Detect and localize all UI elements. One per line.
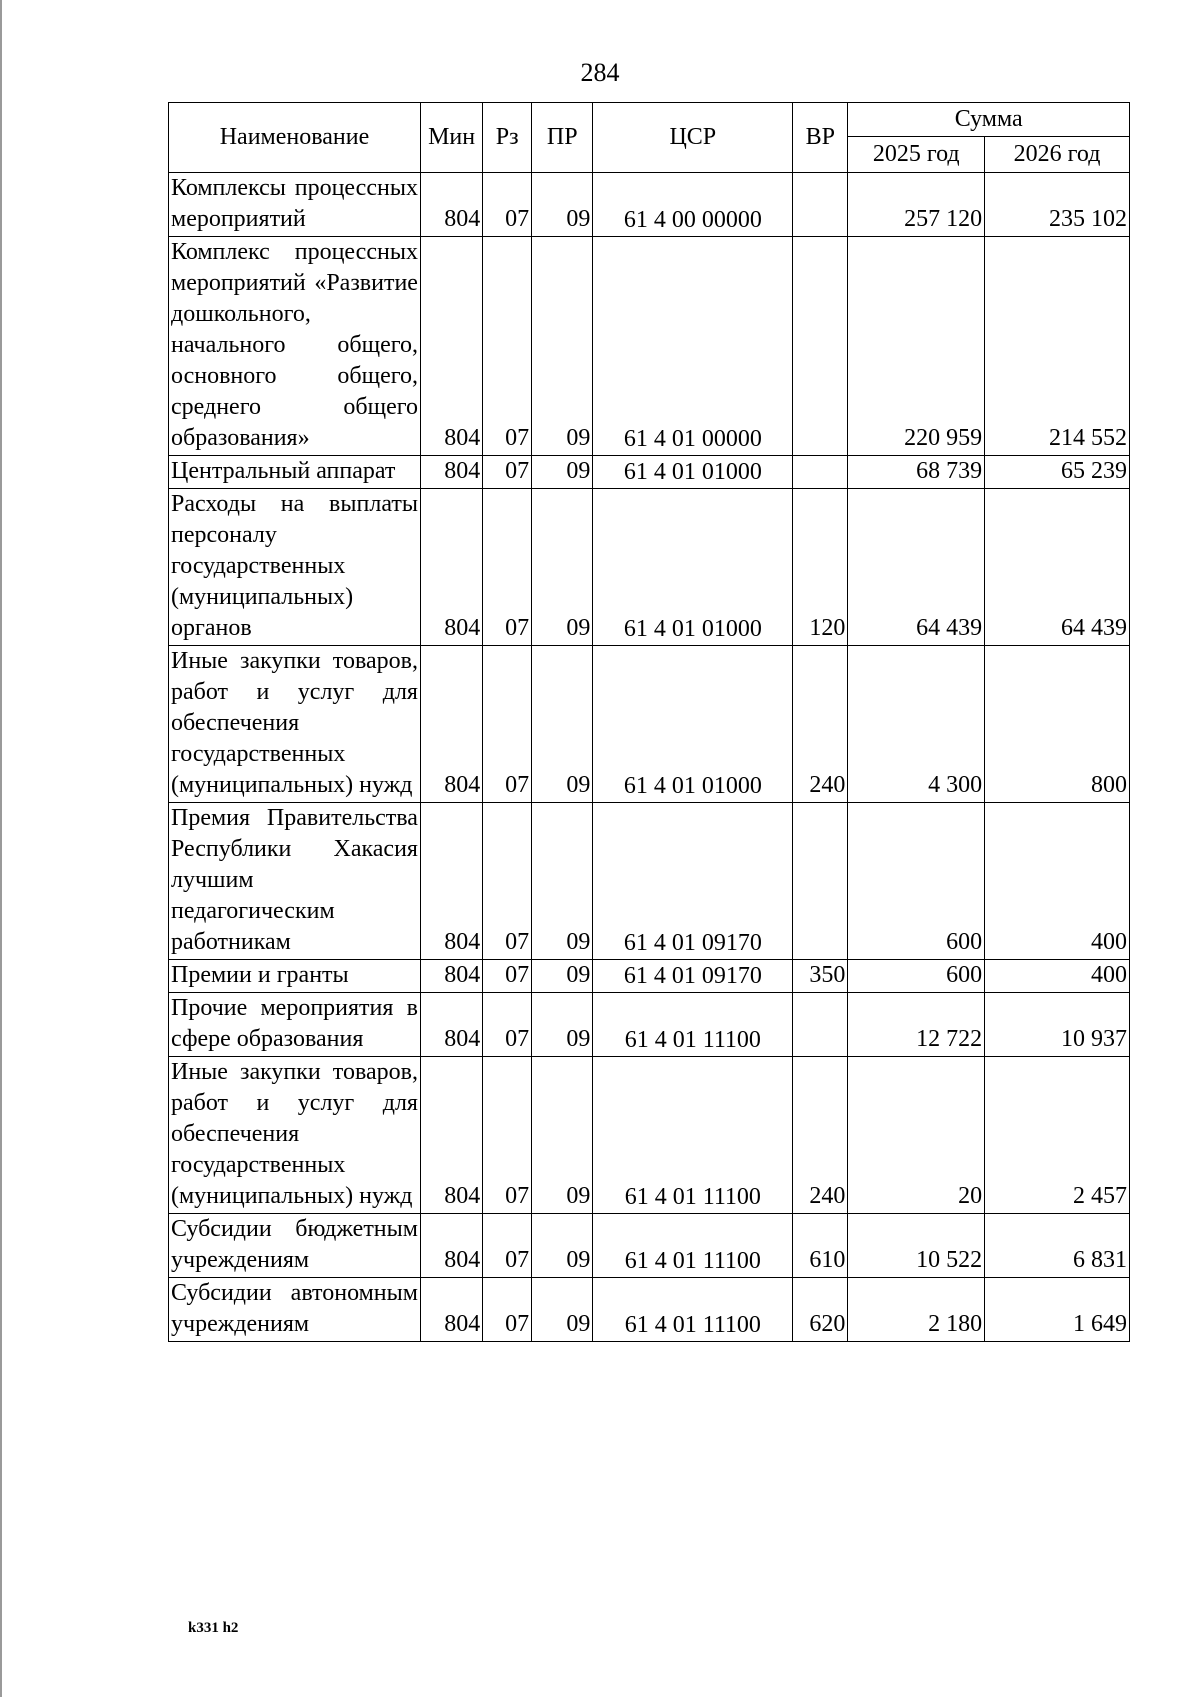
- table-row: [169, 1278, 1130, 1342]
- row-vr: 240: [793, 646, 848, 803]
- row-name: Расходы на выплаты персоналу государственных (муниципальных) органов: [169, 489, 421, 646]
- row-pr: 09: [532, 803, 593, 960]
- row-rz: 07: [483, 1057, 532, 1214]
- row-csr: 61 4 01 09170: [593, 803, 793, 960]
- row-sum-2026: 235 102: [985, 173, 1130, 237]
- row-min: 804: [420, 1278, 482, 1342]
- header-year-2026: 2026 год: [985, 137, 1130, 173]
- row-rz: 07: [483, 456, 532, 489]
- row-min: 804: [420, 456, 482, 489]
- row-sum-2025: 220 959: [848, 237, 985, 456]
- scan-edge: [0, 0, 2, 1697]
- page-number: 284: [580, 58, 620, 87]
- row-pr: 09: [532, 960, 593, 993]
- row-rz: 07: [483, 489, 532, 646]
- table-body: [169, 173, 1130, 1342]
- row-sum-2025: 2 180: [848, 1278, 985, 1342]
- header-year-2025: 2025 год: [848, 137, 985, 173]
- row-name: Иные закупки товаров, работ и услуг для обеспечения государственных (муниципальных) нужд: [169, 646, 421, 803]
- row-vr: [793, 803, 848, 960]
- row-csr: 61 4 01 11100: [593, 1057, 793, 1214]
- row-pr: 09: [532, 489, 593, 646]
- header-rz: Рз: [483, 103, 532, 173]
- header-pr: ПР: [532, 103, 593, 173]
- row-csr: 61 4 01 01000: [593, 646, 793, 803]
- row-min: 804: [420, 1057, 482, 1214]
- row-rz: 07: [483, 173, 532, 237]
- row-rz: 07: [483, 237, 532, 456]
- row-vr: [793, 993, 848, 1057]
- table-row: [169, 489, 1130, 646]
- row-vr: 620: [793, 1278, 848, 1342]
- row-vr: [793, 456, 848, 489]
- row-sum-2026: 800: [985, 646, 1130, 803]
- header-name: Наименование: [169, 103, 421, 173]
- row-pr: 09: [532, 1214, 593, 1278]
- row-pr: 09: [532, 237, 593, 456]
- row-name: Иные закупки товаров, работ и услуг для обеспечения государственных (муниципальных) нужд: [169, 1057, 421, 1214]
- row-csr: 61 4 01 01000: [593, 456, 793, 489]
- row-rz: 07: [483, 646, 532, 803]
- row-name: Комплекс процессных мероприятий «Развитие дошкольного, начального общего, основного общего, среднего общего образования»: [169, 237, 421, 456]
- row-pr: 09: [532, 173, 593, 237]
- row-min: 804: [420, 960, 482, 993]
- row-sum-2026: 400: [985, 960, 1130, 993]
- row-sum-2025: 600: [848, 960, 985, 993]
- table-row: [169, 960, 1130, 993]
- row-csr: 61 4 00 00000: [593, 173, 793, 237]
- row-sum-2025: 12 722: [848, 993, 985, 1057]
- row-min: 804: [420, 993, 482, 1057]
- row-rz: 07: [483, 993, 532, 1057]
- table-row: [169, 646, 1130, 803]
- row-name: Центральный аппарат: [169, 456, 421, 489]
- row-sum-2025: 64 439: [848, 489, 985, 646]
- row-sum-2025: 10 522: [848, 1214, 985, 1278]
- row-csr: 61 4 01 11100: [593, 993, 793, 1057]
- row-pr: 09: [532, 993, 593, 1057]
- row-name: Премия Правительства Республики Хакасия лучшим педагогическим работникам: [169, 803, 421, 960]
- row-sum-2025: 68 739: [848, 456, 985, 489]
- row-sum-2026: 400: [985, 803, 1130, 960]
- row-sum-2026: 214 552: [985, 237, 1130, 456]
- header-min: Мин: [420, 103, 482, 173]
- row-sum-2026: 1 649: [985, 1278, 1130, 1342]
- row-rz: 07: [483, 960, 532, 993]
- row-sum-2026: 65 239: [985, 456, 1130, 489]
- table-row: [169, 237, 1130, 456]
- row-min: 804: [420, 237, 482, 456]
- table-row: [169, 1057, 1130, 1214]
- row-csr: 61 4 01 11100: [593, 1278, 793, 1342]
- row-rz: 07: [483, 1278, 532, 1342]
- row-pr: 09: [532, 1278, 593, 1342]
- row-sum-2025: 600: [848, 803, 985, 960]
- row-vr: [793, 173, 848, 237]
- table-row: [169, 1214, 1130, 1278]
- row-sum-2025: 257 120: [848, 173, 985, 237]
- row-vr: 240: [793, 1057, 848, 1214]
- row-sum-2026: 10 937: [985, 993, 1130, 1057]
- row-sum-2026: 64 439: [985, 489, 1130, 646]
- row-vr: 350: [793, 960, 848, 993]
- row-vr: [793, 237, 848, 456]
- row-csr: 61 4 01 09170: [593, 960, 793, 993]
- header-vr: ВР: [793, 103, 848, 173]
- row-csr: 61 4 01 11100: [593, 1214, 793, 1278]
- row-rz: 07: [483, 803, 532, 960]
- row-sum-2026: 2 457: [985, 1057, 1130, 1214]
- row-min: 804: [420, 173, 482, 237]
- table-row: [169, 456, 1130, 489]
- row-csr: 61 4 01 00000: [593, 237, 793, 456]
- row-csr: 61 4 01 01000: [593, 489, 793, 646]
- row-sum-2025: 20: [848, 1057, 985, 1214]
- row-pr: 09: [532, 1057, 593, 1214]
- row-min: 804: [420, 489, 482, 646]
- row-min: 804: [420, 803, 482, 960]
- row-pr: 09: [532, 646, 593, 803]
- row-vr: 610: [793, 1214, 848, 1278]
- header-csr: ЦСР: [593, 103, 793, 173]
- row-sum-2026: 6 831: [985, 1214, 1130, 1278]
- table-row: [169, 803, 1130, 960]
- row-name: Прочие мероприятия в сфере образования: [169, 993, 421, 1057]
- table-row: [169, 993, 1130, 1057]
- row-name: Субсидии автономным учреждениям: [169, 1278, 421, 1342]
- row-name: Комплексы процессных мероприятий: [169, 173, 421, 237]
- footer-code: k331 h2: [188, 1620, 239, 1636]
- row-sum-2025: 4 300: [848, 646, 985, 803]
- row-min: 804: [420, 646, 482, 803]
- row-min: 804: [420, 1214, 482, 1278]
- row-vr: 120: [793, 489, 848, 646]
- row-name: Премии и гранты: [169, 960, 421, 993]
- row-rz: 07: [483, 1214, 532, 1278]
- row-pr: 09: [532, 456, 593, 489]
- row-name: Субсидии бюджетным учреждениям: [169, 1214, 421, 1278]
- header-sum: Сумма: [848, 103, 1130, 137]
- table-row: [169, 173, 1130, 237]
- budget-table: [168, 102, 1130, 1342]
